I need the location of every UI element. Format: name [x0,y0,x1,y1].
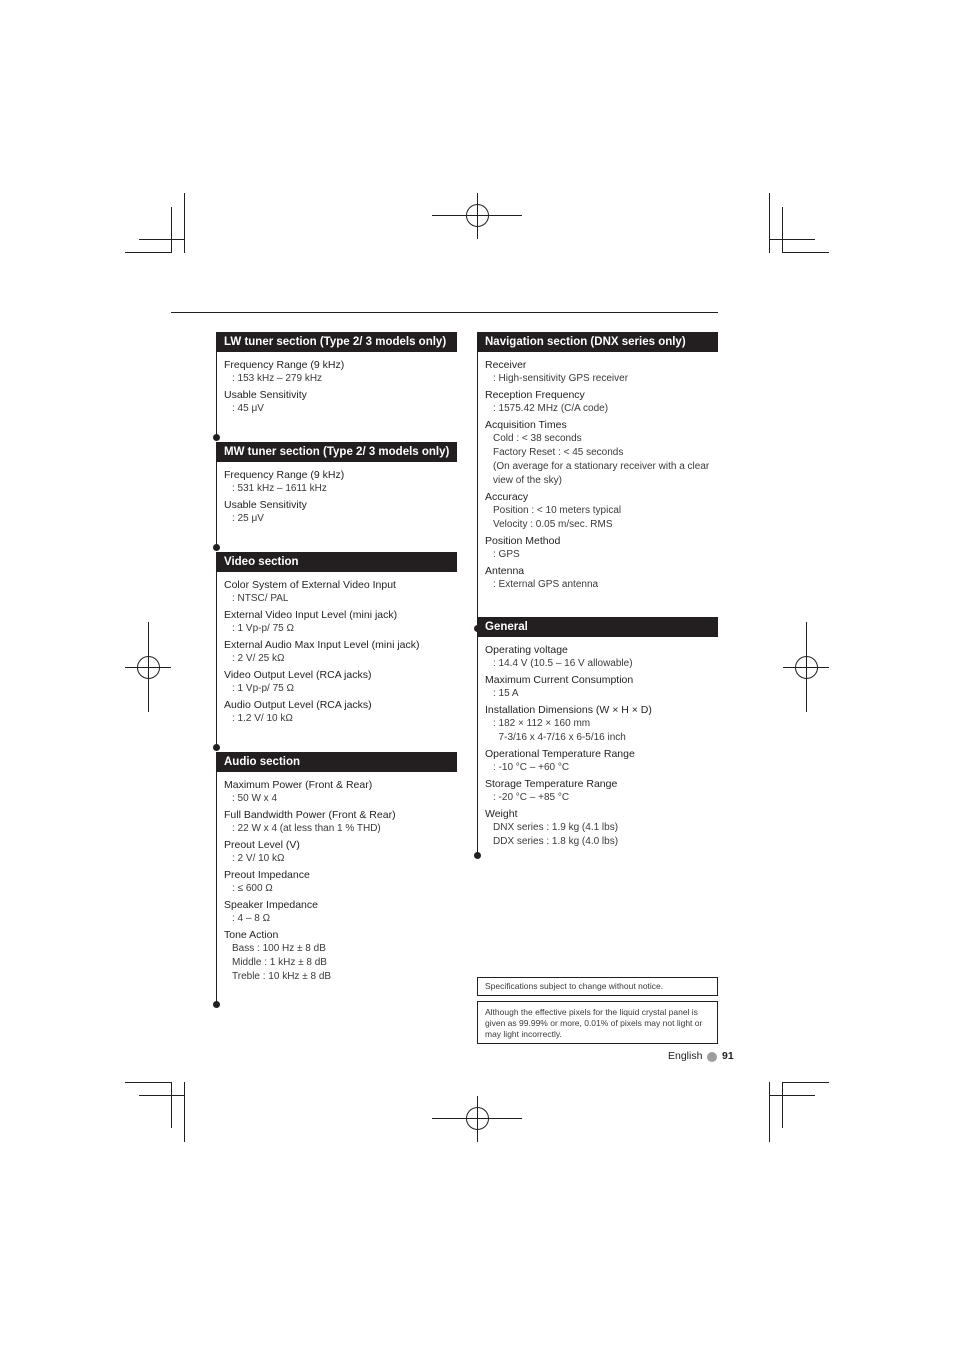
spec-value: Cold : < 38 seconds [493,433,582,444]
spec-label: Video Output Level (RCA jacks) [224,669,372,681]
spec-value: DDX series : 1.8 kg (4.0 lbs) [493,836,619,847]
spec-value: : 1 Vp-p/ 75 Ω [232,683,294,694]
footer-dot-icon [707,1052,717,1062]
spec-value: Bass : 100 Hz ± 8 dB [232,943,326,954]
spec-value: : -10 °C – +60 °C [493,762,570,773]
notice-text: Although the effective pixels for the liquid crystal panel is given as 99.99% or more, 0.01% of pixels may not light or may light incorrectly. [485,1007,703,1039]
audio-section [216,752,457,986]
spec-value: : NTSC/ PAL [232,593,289,604]
spec-value: Position : < 10 meters typical [493,505,622,516]
spec-value: : 153 kHz – 279 kHz [232,373,323,384]
spec-value: : 1575.42 MHz (C/A code) [493,403,609,414]
spec-value: : 25 μV [232,513,264,524]
spec-value: Velocity : 0.05 m/sec. RMS [493,519,613,530]
spec-label: Installation Dimensions (W × H × D) [485,704,652,716]
section-title: Navigation section (DNX series only) [477,332,718,352]
spec-label: Maximum Current Consumption [485,674,634,686]
notice-text: Specifications subject to change without notice. [485,981,664,991]
section-title: Video section [216,552,457,572]
page-number: 91 [722,1050,734,1062]
section-title: MW tuner section (Type 2/ 3 models only) [216,442,457,462]
spec-label: Frequency Range (9 kHz) [224,469,345,481]
spec-value: DNX series : 1.9 kg (4.1 lbs) [493,822,619,833]
spec-label: Tone Action [224,929,279,941]
mw-tuner-section [216,442,457,546]
lw-tuner-section [216,332,457,436]
spec-value: : 22 W x 4 (at less than 1 % THD) [232,823,381,834]
spec-value: : 45 μV [232,403,264,414]
spec-value: : GPS [493,549,520,560]
spec-label: Acquisition Times [485,419,567,431]
spec-value: : 2 V/ 25 kΩ [232,653,285,664]
spec-label: Operational Temperature Range [485,748,635,760]
spec-label: Storage Temperature Range [485,778,618,790]
spec-label: External Video Input Level (mini jack) [224,609,398,621]
spec-label: Color System of External Video Input [224,579,396,591]
spec-value: : High-sensitivity GPS receiver [493,373,629,384]
spec-label: Reception Frequency [485,389,585,401]
section-title: Audio section [216,752,457,772]
spec-label: Preout Level (V) [224,839,300,851]
general-section [477,617,718,851]
spec-value: Middle : 1 kHz ± 8 dB [232,957,327,968]
page-footer [640,1050,735,1064]
navigation-section [477,332,718,594]
spec-value: : 182 × 112 × 160 mm [493,718,591,729]
spec-label: Position Method [485,535,561,547]
spec-value: : External GPS antenna [493,579,599,590]
spec-value: Treble : 10 kHz ± 8 dB [232,971,332,982]
spec-label: Speaker Impedance [224,899,318,911]
spec-label: Preout Impedance [224,869,310,881]
spec-label: Operating voltage [485,644,568,656]
video-section [216,552,457,728]
spec-label: Usable Sensitivity [224,499,307,511]
spec-label: External Audio Max Input Level (mini jack) [224,639,420,651]
spec-value: (On average for a stationary receiver with a clear view of the sky) [493,461,710,486]
spec-label: Frequency Range (9 kHz) [224,359,345,371]
spec-label: Usable Sensitivity [224,389,307,401]
footer-language: English [668,1050,703,1062]
spec-label: Weight [485,808,518,820]
spec-value: : 531 kHz – 1611 kHz [232,483,327,494]
spec-value: : -20 °C – +85 °C [493,792,570,803]
spec-value: : 15 A [493,688,519,699]
spec-label: Accuracy [485,491,529,503]
section-title: General [477,617,718,637]
spec-label: Full Bandwidth Power (Front & Rear) [224,809,396,821]
spec-value: 7-3/16 x 4-7/16 x 6-5/16 inch [493,732,626,743]
spec-value: : ≤ 600 Ω [232,883,273,894]
spec-label: Receiver [485,359,527,371]
top-rule [171,312,718,313]
section-title: LW tuner section (Type 2/ 3 models only) [216,332,457,352]
spec-value: : 50 W x 4 [232,793,278,804]
spec-value: : 1.2 V/ 10 kΩ [232,713,293,724]
spec-value: : 14.4 V (10.5 – 16 V allowable) [493,658,633,669]
spec-value: : 1 Vp-p/ 75 Ω [232,623,294,634]
spec-label: Audio Output Level (RCA jacks) [224,699,372,711]
spec-value: Factory Reset : < 45 seconds [493,447,624,458]
notice-box-change [477,977,718,996]
spec-label: Antenna [485,565,525,577]
notice-box-pixels [477,1001,718,1044]
spec-value: : 2 V/ 10 kΩ [232,853,285,864]
spec-value: : 4 – 8 Ω [232,913,271,924]
spec-label: Maximum Power (Front & Rear) [224,779,373,791]
